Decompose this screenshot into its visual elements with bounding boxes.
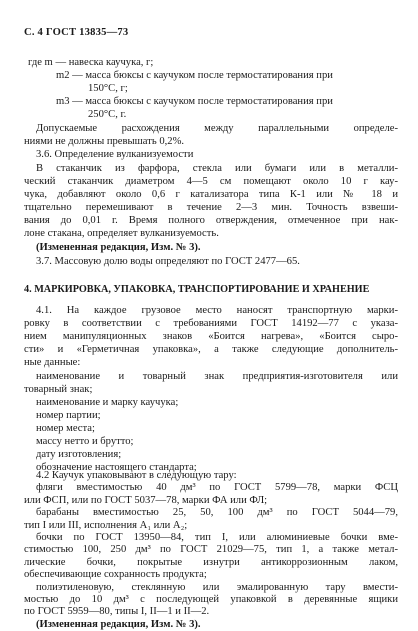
text-line: барабаны вместимостью 25, 50, 100 дм³ по ГОСТ 5044—79,: [36, 507, 398, 519]
text-line: 3.7. Массовую долю воды определяют по ГОСТ 2477—65.: [36, 256, 300, 267]
list-item: обозначение настоящего стандарта;: [36, 462, 197, 473]
list-item: массу нетто и брутто;: [36, 436, 134, 447]
text-line: 4.1. На каждое грузовое место наносят транспортную марки-: [36, 305, 398, 316]
amendment-note: (Измененная редакция, Изм. № 3).: [36, 618, 201, 630]
text-line: фляги вместимостью 40 дм³ по ГОСТ 5799—78, марки ФСЦ: [36, 482, 398, 494]
text-line: 4.2 Каучук упаковывают в следующую тару:: [36, 470, 237, 481]
text-line: 150°С, г;: [88, 83, 128, 94]
text-line: стимостью 100, 250 дм³ по ГОСТ 21029—75, тип 1, а также метал-: [24, 544, 398, 556]
text-line: товарный знак;: [24, 384, 93, 395]
text-line: где m — навеска каучука, г;: [28, 57, 154, 68]
section-title: 4. МАРКИРОВКА, УПАКОВКА, ТРАНСПОРТИРОВАНИЕ И ХРАНЕНИЕ: [24, 284, 370, 295]
text-line: сти» и «Герметичная упаковка», а также следующие дополнитель-: [24, 344, 398, 355]
text-line: нием манипуляционных знаков «Боится нагрева», «Боится сыро-: [24, 331, 398, 342]
text-line: вания до 0,01 г. Время полного отверждения, отмеченное при нак-: [24, 215, 398, 226]
text-line: наименование и товарный знак предприятия-изготовителя или: [36, 371, 398, 382]
text-line: лические бочки, покрытые изнутри антикоррозионным лаком,: [24, 556, 398, 568]
text-line: полиэтиленовую, стеклянную или эмалированную тару вмести-: [36, 581, 398, 593]
section-heading: 3.6. Определение вулканизуемости: [36, 149, 194, 160]
text-line: по ГОСТ 5959—80, типы I, II—1 и II—2.: [24, 606, 210, 618]
text-line: ческий стаканчик диаметром 4—5 см помещают около 10 г кау-: [24, 176, 398, 187]
text-line: m2 — масса бюксы с каучуком после термостатирования при: [56, 70, 333, 81]
text-line: тщательно перемешивают в течение 2—3 мин. Точность взвеши-: [24, 202, 398, 213]
text-line: обеспечивающие сохранность продукта;: [24, 569, 207, 581]
page-header: С. 4 ГОСТ 13835—73: [24, 27, 129, 38]
text-line: В стаканчик из фарфора, стекла или бумаги или в металли-: [36, 163, 398, 174]
text-line: тип I или III, исполнения А₁ или А₂;: [24, 519, 188, 531]
text-line: ные данные:: [24, 357, 81, 368]
list-item: дату изготовления;: [36, 449, 122, 460]
text-line: 250°С, г.: [88, 109, 127, 120]
text-line: ниями не должны превышать 0,2%.: [24, 136, 185, 147]
text-line: мостью до 10 дм³ с последующей упаковкой в деревянные ящики: [24, 594, 398, 605]
text-line: или ФСП, или по ГОСТ 5037—78, марки ФА или ФЛ;: [24, 494, 268, 506]
text-line: бочки по ГОСТ 13950—84, тип I, или алюминиевые бочки вме-: [36, 532, 398, 543]
text-line: ровку в соответствии с требованиями ГОСТ 14192—77 с указа-: [24, 318, 398, 329]
text-line: чука, добавляют около 0,6 г катализатора типа К-1 или № 18 и: [24, 189, 398, 200]
list-item: наименование и марку каучука;: [36, 397, 179, 408]
text-line: Допускаемые расхождения между параллельными определе-: [36, 123, 398, 134]
list-item: номер места;: [36, 423, 95, 434]
amendment-note: (Измененная редакция, Изм. № 3).: [36, 242, 201, 253]
list-item: номер партии;: [36, 410, 101, 421]
text-line: m3 — масса бюксы с каучуком после термостатирования при: [56, 96, 333, 107]
text-line: лоне стакана, определяет вулканизуемость.: [24, 228, 219, 239]
